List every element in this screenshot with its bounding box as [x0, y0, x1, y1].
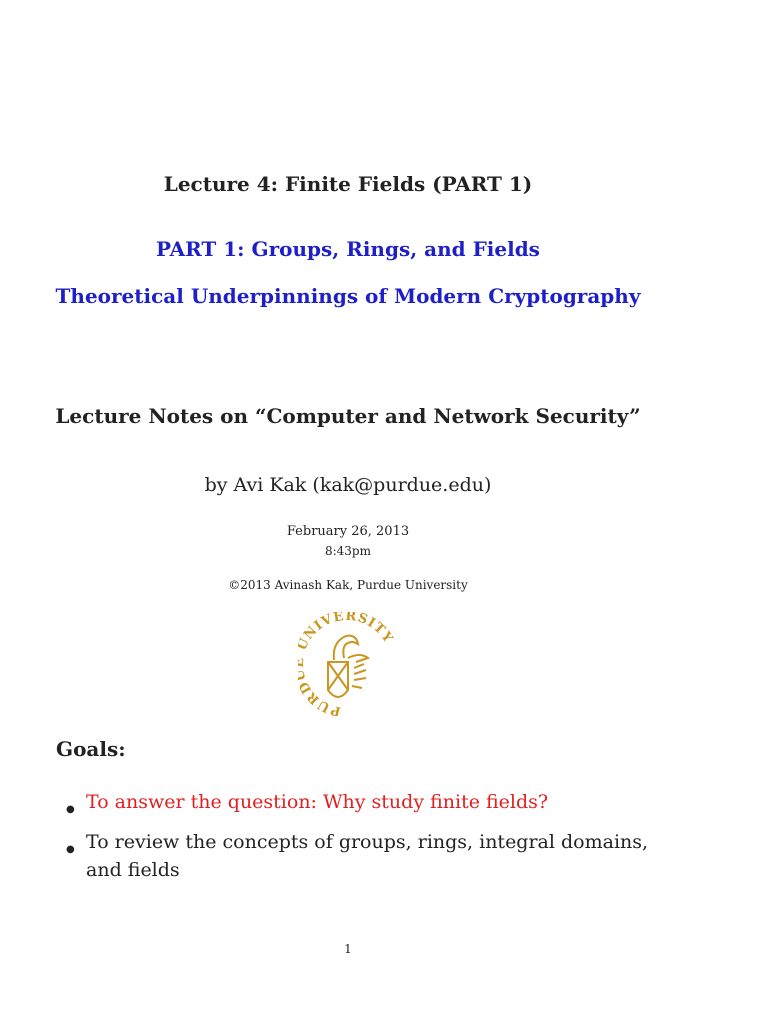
purdue-seal-icon [298, 612, 396, 716]
goals-heading: Goals: [56, 737, 126, 761]
svg-text:PURDUE UNIVERSITY: PUR NIVERSITY [301, 612, 396, 716]
series-title: Lecture Notes on “Computer and Network Security” [55, 404, 641, 428]
page-number: 1 [344, 942, 352, 956]
author-line: by Avi Kak (kak@purdue.edu) [204, 474, 492, 496]
time-line: 8:43pm [324, 544, 371, 558]
copyright-line: ©2013 Avinash Kak, Purdue University [228, 578, 468, 592]
goal-text: To review the concepts of groups, rings, integral domains, and fields [86, 831, 649, 881]
lecture-title: Lecture 4: Finite Fields (PART 1) [163, 172, 533, 196]
date-line: February 26, 2013 [286, 524, 410, 539]
subtitle: Theoretical Underpinnings of Modern Cryptography [55, 284, 641, 308]
bullet-icon: ● [66, 804, 75, 815]
goal-text: To answer the question: Why study finite fields? [86, 791, 549, 813]
bullet-icon: ● [66, 844, 75, 855]
part-title: PART 1: Groups, Rings, and Fields [156, 237, 540, 261]
